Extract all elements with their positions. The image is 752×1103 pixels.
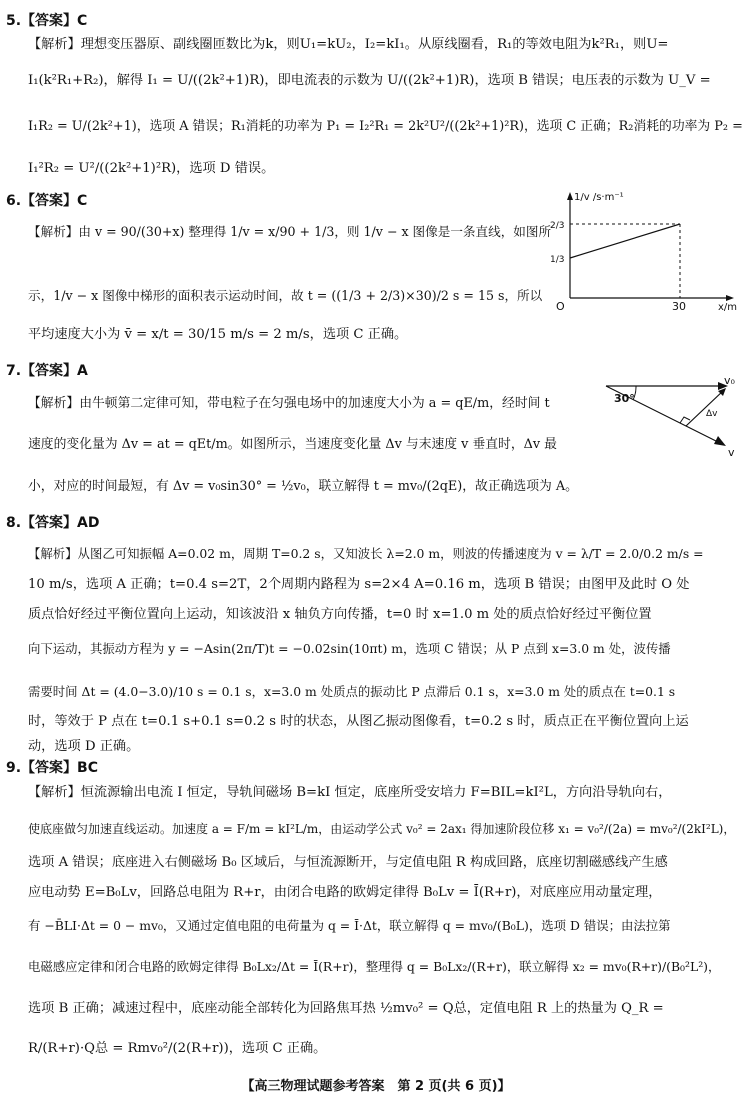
q6-graph — [548, 186, 744, 318]
q8-line: 【解析】从图乙可知振幅 A=0.02 m，周期 T=0.2 s，又知波长 λ=2.0 m，则波的传播速度为 v = λ/T = 2.0/0.2 m/s = — [28, 546, 704, 561]
q9-line: 【解析】恒流源输出电流 I 恒定，导轨间磁场 B=kI 恒定，底座所受安培力 F=BIL=kI²L，方向沿导轨向右， — [28, 785, 672, 800]
q6-graph-origin: O — [556, 300, 565, 313]
q6-graph-xtick: 30 — [672, 300, 686, 313]
q9-line: 选项 A 错误；底座进入右侧磁场 B₀ 区域后，与恒流源断开，与定值电阻 R 构成回路，底座切割磁感线产生感 — [28, 855, 668, 870]
q7-v0-label: v₀ — [724, 374, 735, 387]
q6-answer: 6.【答案】C — [6, 193, 88, 209]
q9-line: 电磁感应定律和闭合电路的欧姆定律得 B₀Lx₂/Δt = Ī(R+r)，整理得 q = B₀Lx₂/(R+r)，联立解得 x₂ = mv₀(R+r)/(B₀²L²)， — [28, 959, 721, 974]
q8-line: 需要时间 Δt = (4.0−3.0)/10 s = 0.1 s，x=3.0 m 处质点的振动比 P 点滞后 0.1 s，x=3.0 m 处的质点在 t=0.1 s — [28, 684, 676, 699]
q5-line: I₁R₂ = U/(2k²+1)，选项 A 错误；R₁消耗的功率为 P₁ = I₂²R₁ = 2k²U²/((2k²+1)²R)，选项 C 正确；R₂消耗的功率为 P₂ = — [28, 119, 743, 134]
q6-line: 平均速度大小为 v̄ = x/t = 30/15 m/s = 2 m/s，选项 C 正确。 — [28, 327, 408, 342]
q7-answer: 7.【答案】A — [6, 363, 88, 379]
q6-line: 【解析】由 v = 90/(30+x) 整理得 1/v = x/90 + 1/3，则 1/v − x 图像是一条直线，如图所 — [28, 224, 552, 239]
q9-line: 使底座做匀加速直线运动。加速度 a = F/m = kI²L/m，由运动学公式 v₀² = 2ax₁ 得加速阶段位移 x₁ = v₀²/(2a) = mv₀²/(2kI²L)， — [28, 822, 736, 836]
q9-line: R/(R+r)·Q总 = Rmv₀²/(2(R+r))，选项 C 正确。 — [28, 1041, 327, 1056]
q6-line: 示，1/v − x 图像中梯形的面积表示运动时间，故 t = ((1/3 + 2/3)×30)/2 s = 15 s，所以 — [28, 288, 543, 303]
q7-line: 小，对应的时间最短，有 Δv = v₀sin30° = ½v₀，联立解得 t = mv₀/(2qE)，故正确选项为 A。 — [28, 479, 578, 494]
q9-line: 选项 B 正确；减速过程中，底座动能全部转化为回路焦耳热 ½mv₀² = Q总，定值电阻 R 上的热量为 Q_R = — [28, 1001, 664, 1016]
q8-line: 10 m/s，选项 A 正确；t=0.4 s=2T，2个周期内路程为 s=2×4 A=0.16 m，选项 B 错误；由图甲及此时 O 处 — [28, 577, 690, 592]
q7-vector-diagram — [600, 372, 746, 462]
q7-line: 速度的变化量为 Δv = at = qEt/m。如图所示，当速度变化量 Δv 与末速度 v 垂直时，Δv 最 — [28, 437, 557, 452]
q8-line: 时，等效于 P 点在 t=0.1 s+0.1 s=0.2 s 时的状态，从图乙振动图像看，t=0.2 s 时，质点正在平衡位置向上运 — [28, 714, 689, 729]
q5-answer: 5.【答案】C — [6, 13, 88, 29]
q7-angle-label: 30° — [614, 392, 635, 405]
q6-graph-xlabel: x/m — [718, 302, 738, 313]
q7-line: 【解析】由牛顿第二定律可知，带电粒子在匀强电场中的加速度大小为 a = qE/m，经时间 t — [28, 396, 550, 411]
q8-line: 向下运动，其振动方程为 y = −Asin(2π/T)t = −0.02sin(10πt) m，选项 C 错误；从 P 点到 x=3.0 m 处，波传播 — [28, 641, 671, 656]
q5-line: I₁(k²R₁+R₂)，解得 I₁ = U/((2k²+1)R)，即电流表的示数为 U/((2k²+1)R)，选项 B 错误；电压表的示数为 U_V = — [28, 73, 711, 88]
page-footer: 【高三物理试题参考答案 第 2 页(共 6 页)】 — [241, 1079, 511, 1094]
q5-line: I₁²R₂ = U²/((2k²+1)²R)，选项 D 错误。 — [28, 161, 275, 176]
q7-dv-label: Δv — [706, 409, 718, 419]
q5-line: 【解析】理想变压器原、副线圈匝数比为k，则U₁=kU₂，I₂=kI₁。从原线圈看，R₁的等效电阻为k²R₁，则U= — [28, 37, 669, 52]
q7-v-label: v — [728, 446, 735, 459]
q9-line: 应电动势 E=B₀Lv，回路总电阻为 R+r，由闭合电路的欧姆定律得 B₀Lv = Ī(R+r)，对底座应用动量定理， — [28, 885, 662, 900]
q6-graph-ylabel: 1/v /s·m⁻¹ — [574, 192, 624, 203]
q8-line: 质点恰好经过平衡位置向上运动，知该波沿 x 轴负方向传播，t=0 时 x=1.0 m 处的质点恰好经过平衡位置 — [28, 607, 652, 622]
q9-answer: 9.【答案】BC — [6, 760, 99, 776]
q9-line: 有 −B̄LI·Δt = 0 − mv₀，又通过定值电阻的电荷量为 q = Ī·Δt，联立解得 q = mv₀/(B₀L)，选项 D 错误；由法拉第 — [28, 918, 671, 933]
q6-graph-ytick: 1/3 — [550, 255, 565, 265]
q8-answer: 8.【答案】AD — [6, 515, 100, 531]
q8-line: 动，选项 D 正确。 — [28, 739, 140, 754]
q6-graph-ytick: 2/3 — [550, 221, 565, 231]
